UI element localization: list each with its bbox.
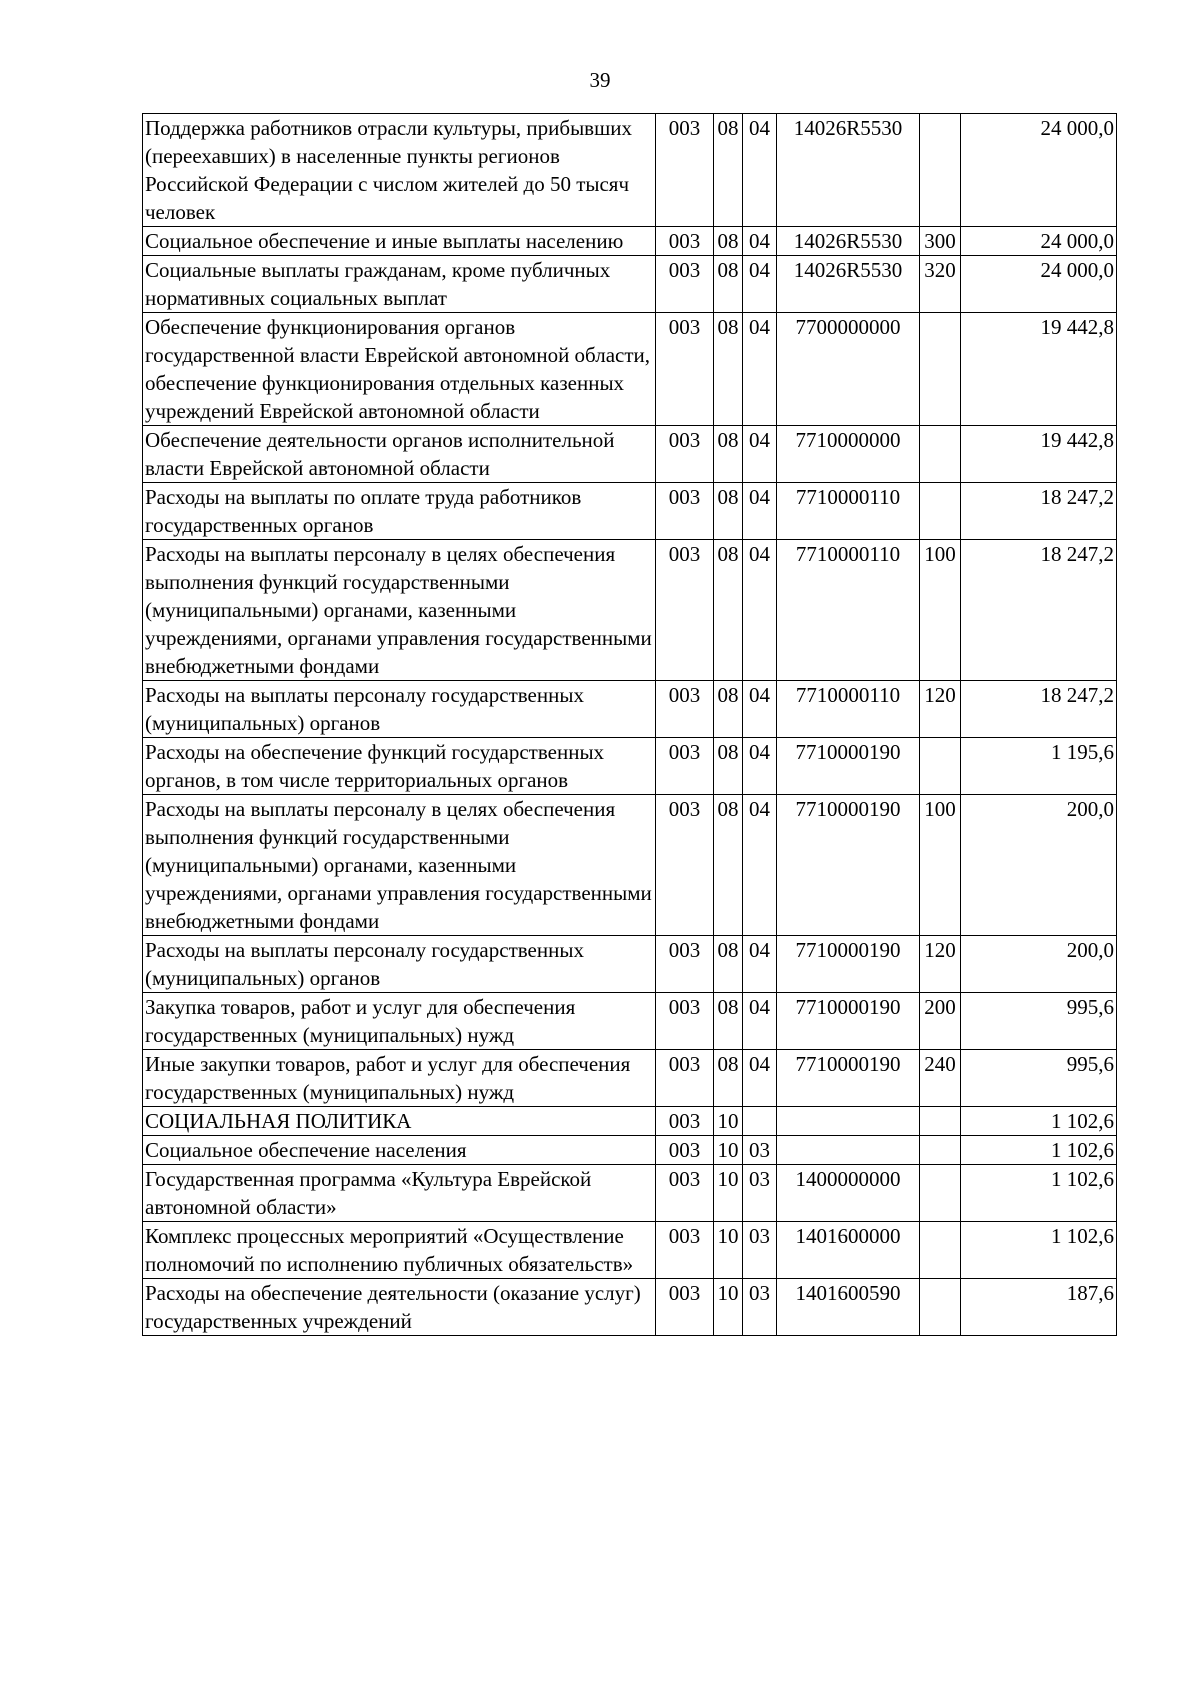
row-type-cell [920, 1107, 961, 1136]
row-section-cell: 08 [714, 1050, 743, 1107]
row-code-cell: 003 [656, 426, 714, 483]
row-subsection-cell: 04 [743, 313, 777, 426]
table-row [143, 1136, 1117, 1165]
row-name-cell: Государственная программа «Культура Еврейской автономной области» [143, 1165, 656, 1222]
row-code-cell: 003 [656, 936, 714, 993]
row-type-cell: 320 [920, 256, 961, 313]
table-row [143, 681, 1117, 738]
row-name-cell: Закупка товаров, работ и услуг для обеспечения государственных (муниципальных) нужд [143, 993, 656, 1050]
row-code-cell: 003 [656, 1222, 714, 1279]
row-target-cell: 1400000000 [777, 1165, 920, 1222]
page-number: 39 [589, 68, 611, 92]
table-row [143, 256, 1117, 313]
row-section-cell: 08 [714, 936, 743, 993]
row-subsection-cell: 04 [743, 256, 777, 313]
table-row [143, 114, 1117, 227]
row-subsection-cell: 04 [743, 483, 777, 540]
row-name-cell: Расходы на выплаты персоналу в целях обеспечения выполнения функций государственными (муниципальными) органами, казенными учреждениями, органами управления государственными внебюджетными фондами [143, 795, 656, 936]
table-row [143, 936, 1117, 993]
row-subsection-cell: 03 [743, 1165, 777, 1222]
row-amount-cell: 1 102,6 [961, 1136, 1117, 1165]
row-name-cell: Социальное обеспечение и иные выплаты населению [143, 227, 656, 256]
row-code-cell: 003 [656, 1136, 714, 1165]
row-target-cell: 7710000000 [777, 426, 920, 483]
row-subsection-cell: 03 [743, 1136, 777, 1165]
row-name-cell: Расходы на выплаты персоналу государственных (муниципальных) органов [143, 681, 656, 738]
row-type-cell: 100 [920, 540, 961, 681]
table-row [143, 1050, 1117, 1107]
row-subsection-cell [743, 1107, 777, 1136]
row-code-cell: 003 [656, 993, 714, 1050]
row-target-cell: 7710000190 [777, 1050, 920, 1107]
row-type-cell [920, 1136, 961, 1165]
table-row [143, 1279, 1117, 1336]
row-code-cell: 003 [656, 1107, 714, 1136]
table-row [143, 426, 1117, 483]
row-subsection-cell: 04 [743, 227, 777, 256]
row-name-cell: Социальные выплаты гражданам, кроме публичных нормативных социальных выплат [143, 256, 656, 313]
row-code-cell: 003 [656, 540, 714, 681]
row-section-cell: 08 [714, 795, 743, 936]
row-type-cell [920, 738, 961, 795]
row-target-cell: 7710000110 [777, 681, 920, 738]
table-row [143, 993, 1117, 1050]
row-subsection-cell: 03 [743, 1222, 777, 1279]
row-code-cell: 003 [656, 738, 714, 795]
row-section-cell: 08 [714, 227, 743, 256]
row-amount-cell: 187,6 [961, 1279, 1117, 1336]
row-code-cell: 003 [656, 1050, 714, 1107]
row-name-cell: Поддержка работников отрасли культуры, прибывших (переехавших) в населенные пункты регионов Российской Федерации с числом жителей до 50 тысяч человек [143, 114, 656, 227]
row-target-cell: 7700000000 [777, 313, 920, 426]
table-row [143, 795, 1117, 936]
row-name-cell: Расходы на выплаты по оплате труда работников государственных органов [143, 483, 656, 540]
row-target-cell: 1401600000 [777, 1222, 920, 1279]
row-subsection-cell: 04 [743, 993, 777, 1050]
row-name-cell: Расходы на выплаты персоналу государственных (муниципальных) органов [143, 936, 656, 993]
row-target-cell: 7710000190 [777, 993, 920, 1050]
row-target-cell: 7710000190 [777, 795, 920, 936]
row-name-cell: Расходы на выплаты персоналу в целях обеспечения выполнения функций государственными (муниципальными) органами, казенными учреждениями, органами управления государственными внебюджетными фондами [143, 540, 656, 681]
row-code-cell: 003 [656, 1165, 714, 1222]
row-amount-cell: 24 000,0 [961, 114, 1117, 227]
row-target-cell: 14026R5530 [777, 227, 920, 256]
row-target-cell [777, 1136, 920, 1165]
row-amount-cell: 1 195,6 [961, 738, 1117, 795]
table-row [143, 738, 1117, 795]
row-type-cell: 120 [920, 936, 961, 993]
row-section-cell: 10 [714, 1107, 743, 1136]
row-target-cell: 7710000190 [777, 738, 920, 795]
row-amount-cell: 995,6 [961, 1050, 1117, 1107]
row-subsection-cell: 04 [743, 540, 777, 681]
row-name-cell: Комплекс процессных мероприятий «Осуществление полномочий по исполнению публичных обязательств» [143, 1222, 656, 1279]
row-target-cell: 14026R5530 [777, 114, 920, 227]
row-section-cell: 10 [714, 1279, 743, 1336]
row-subsection-cell: 04 [743, 426, 777, 483]
row-section-cell: 08 [714, 114, 743, 227]
row-section-cell: 10 [714, 1222, 743, 1279]
row-subsection-cell: 04 [743, 795, 777, 936]
row-name-cell: Обеспечение деятельности органов исполнительной власти Еврейской автономной области [143, 426, 656, 483]
row-section-cell: 08 [714, 483, 743, 540]
row-code-cell: 003 [656, 483, 714, 540]
row-target-cell: 7710000190 [777, 936, 920, 993]
row-subsection-cell: 04 [743, 681, 777, 738]
row-amount-cell: 18 247,2 [961, 540, 1117, 681]
row-type-cell [920, 114, 961, 227]
row-section-cell: 08 [714, 681, 743, 738]
row-code-cell: 003 [656, 114, 714, 227]
row-target-cell: 1401600590 [777, 1279, 920, 1336]
row-code-cell: 003 [656, 681, 714, 738]
row-subsection-cell: 04 [743, 114, 777, 227]
row-section-cell: 10 [714, 1165, 743, 1222]
row-type-cell [920, 426, 961, 483]
row-name-cell: Социальное обеспечение населения [143, 1136, 656, 1165]
row-amount-cell: 18 247,2 [961, 681, 1117, 738]
row-section-cell: 08 [714, 426, 743, 483]
row-section-cell: 08 [714, 540, 743, 681]
row-target-cell: 7710000110 [777, 540, 920, 681]
row-code-cell: 003 [656, 256, 714, 313]
row-type-cell: 300 [920, 227, 961, 256]
row-amount-cell: 24 000,0 [961, 227, 1117, 256]
row-amount-cell: 1 102,6 [961, 1222, 1117, 1279]
row-amount-cell: 19 442,8 [961, 426, 1117, 483]
row-section-cell: 08 [714, 313, 743, 426]
row-section-cell: 08 [714, 993, 743, 1050]
row-target-cell: 7710000110 [777, 483, 920, 540]
row-amount-cell: 200,0 [961, 795, 1117, 936]
row-code-cell: 003 [656, 227, 714, 256]
row-type-cell [920, 1222, 961, 1279]
row-type-cell [920, 483, 961, 540]
row-type-cell [920, 313, 961, 426]
row-target-cell: 14026R5530 [777, 256, 920, 313]
row-type-cell [920, 1279, 961, 1336]
table-body [143, 114, 1117, 1336]
row-amount-cell: 995,6 [961, 993, 1117, 1050]
row-code-cell: 003 [656, 1279, 714, 1336]
row-target-cell [777, 1107, 920, 1136]
row-name-cell: Расходы на обеспечение деятельности (оказание услуг) государственных учреждений [143, 1279, 656, 1336]
table-row [143, 540, 1117, 681]
row-amount-cell: 24 000,0 [961, 256, 1117, 313]
row-subsection-cell: 03 [743, 1279, 777, 1336]
row-type-cell: 120 [920, 681, 961, 738]
row-name-cell: СОЦИАЛЬНАЯ ПОЛИТИКА [143, 1107, 656, 1136]
row-section-cell: 08 [714, 738, 743, 795]
row-amount-cell: 200,0 [961, 936, 1117, 993]
row-section-cell: 10 [714, 1136, 743, 1165]
table-row [143, 483, 1117, 540]
table-row [143, 1107, 1117, 1136]
row-type-cell: 100 [920, 795, 961, 936]
row-amount-cell: 18 247,2 [961, 483, 1117, 540]
row-amount-cell: 1 102,6 [961, 1107, 1117, 1136]
row-type-cell: 240 [920, 1050, 961, 1107]
row-amount-cell: 19 442,8 [961, 313, 1117, 426]
table-row [143, 313, 1117, 426]
row-section-cell: 08 [714, 256, 743, 313]
row-type-cell [920, 1165, 961, 1222]
row-subsection-cell: 04 [743, 1050, 777, 1107]
row-name-cell: Расходы на обеспечение функций государственных органов, в том числе территориальных органов [143, 738, 656, 795]
row-name-cell: Обеспечение функционирования органов государственной власти Еврейской автономной области, обеспечение функционирования отдельных казенных учреждений Еврейской автономной области [143, 313, 656, 426]
row-name-cell: Иные закупки товаров, работ и услуг для обеспечения государственных (муниципальных) нужд [143, 1050, 656, 1107]
row-type-cell: 200 [920, 993, 961, 1050]
row-amount-cell: 1 102,6 [961, 1165, 1117, 1222]
row-subsection-cell: 04 [743, 936, 777, 993]
table-row [143, 1165, 1117, 1222]
row-code-cell: 003 [656, 795, 714, 936]
budget-table [142, 113, 1117, 1336]
table-row [143, 1222, 1117, 1279]
row-code-cell: 003 [656, 313, 714, 426]
table-row [143, 227, 1117, 256]
row-subsection-cell: 04 [743, 738, 777, 795]
